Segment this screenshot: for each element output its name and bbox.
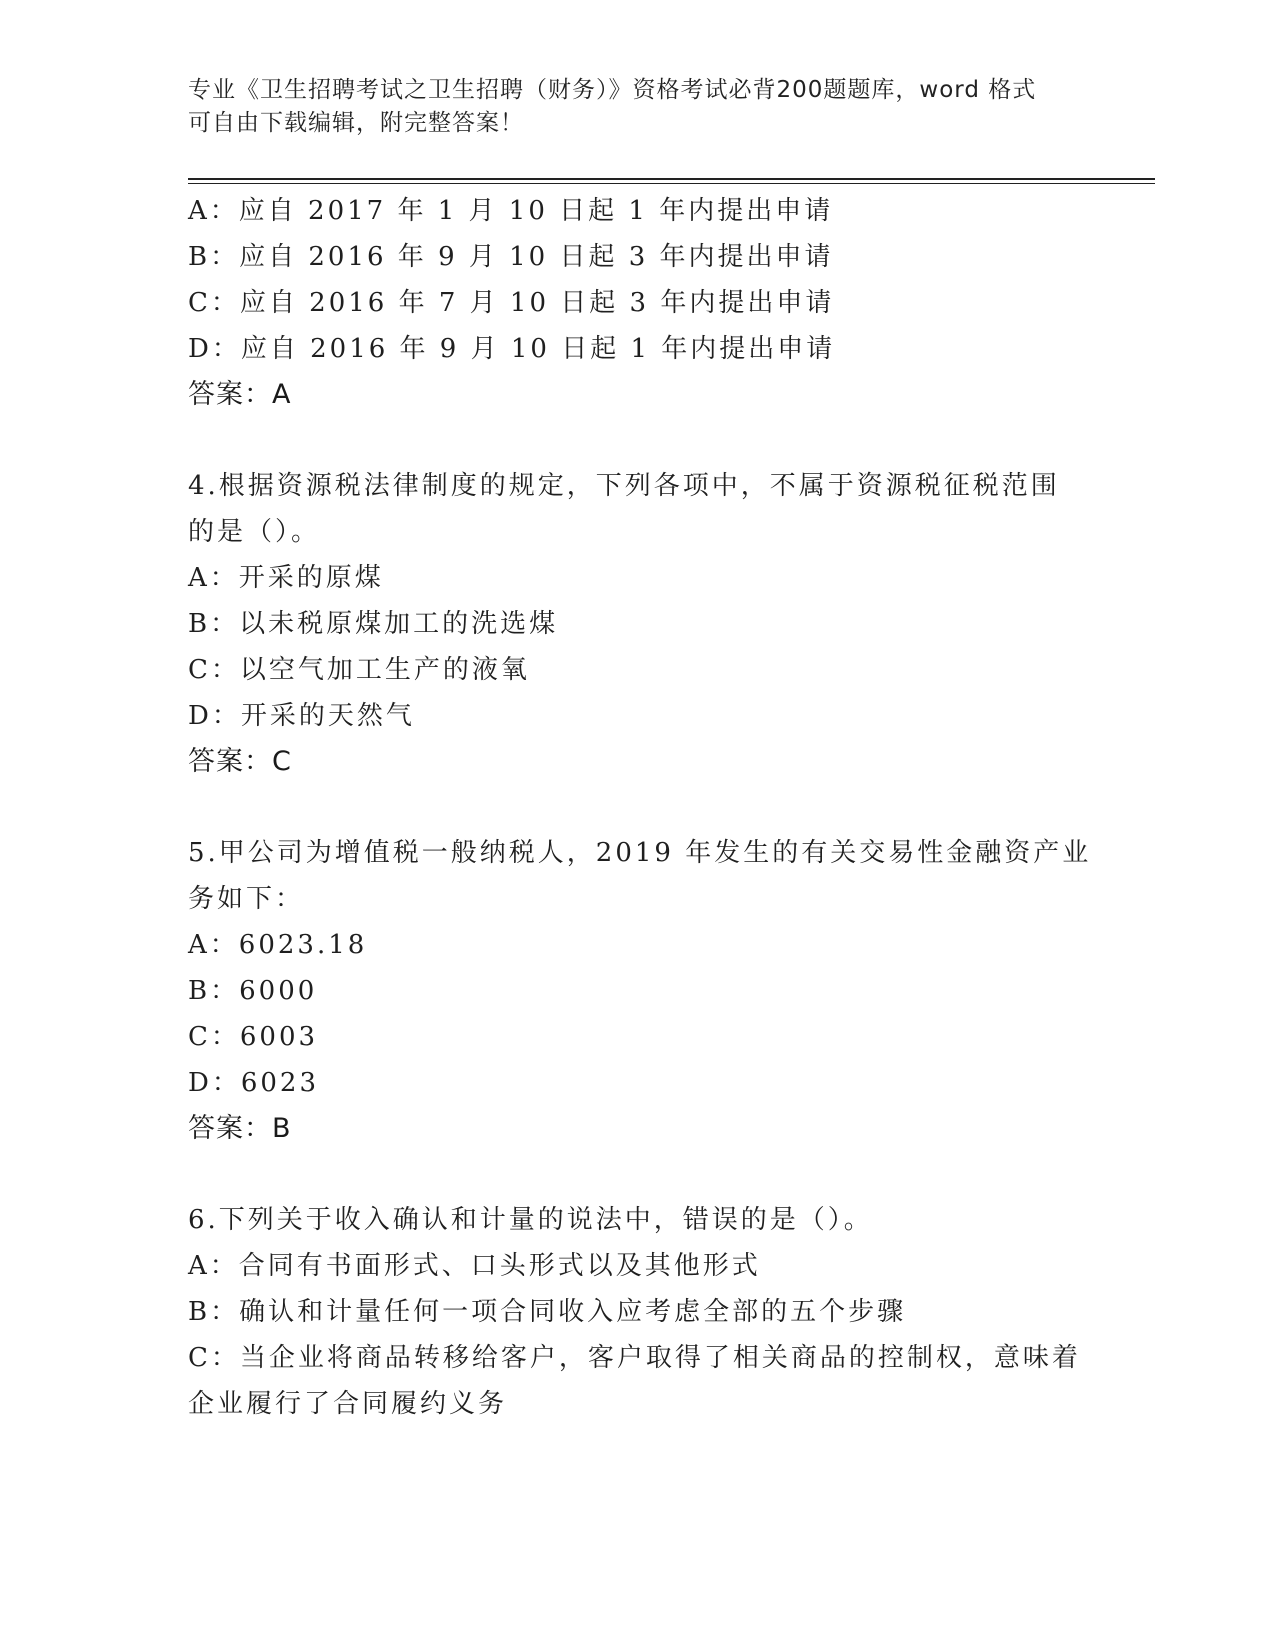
option-a: A：合同有书面形式、口头形式以及其他形式 <box>188 1251 761 1281</box>
option-b: B：以未税原煤加工的洗选煤 <box>188 609 559 639</box>
question-stem-line-1: 5.甲公司为增值税一般纳税人，2019 年发生的有关交易性金融资产业 <box>188 838 1092 868</box>
question-6 <box>188 1197 1088 1427</box>
option-c: C：以空气加工生产的液氧 <box>188 655 530 685</box>
option-c: C：应自 2016 年 7 月 10 日起 3 年内提出申请 <box>188 288 835 318</box>
question-5 <box>188 830 1092 1152</box>
option-d: D：6023 <box>188 1068 320 1098</box>
header-title-line-1: 专业《卫生招聘考试之卫生招聘（财务）》资格考试必背200题题库，word 格式 <box>188 77 1037 103</box>
question-spacer <box>188 1152 1088 1197</box>
answer-line: 答案：C <box>188 746 292 777</box>
option-a: A：开采的原煤 <box>188 563 384 593</box>
question-4 <box>188 463 1088 785</box>
question-spacer <box>188 785 1088 830</box>
option-a: A：应自 2017 年 1 月 10 日起 1 年内提出申请 <box>188 196 834 226</box>
option-b: B：确认和计量任何一项合同收入应考虑全部的五个步骤 <box>188 1297 907 1327</box>
question-list <box>188 188 1092 1427</box>
option-c-continuation: 企业履行了合同履约义务 <box>188 1389 508 1419</box>
option-b: B：应自 2016 年 9 月 10 日起 3 年内提出申请 <box>188 242 834 272</box>
question-stem-line-2: 的是（）。 <box>188 517 321 547</box>
question-spacer <box>188 418 1088 463</box>
option-c: C：6003 <box>188 1022 319 1052</box>
question-stem-line-1: 4.根据资源税法律制度的规定，下列各项中，不属于资源税征税范围 <box>188 471 1060 501</box>
option-b: B：6000 <box>188 976 318 1006</box>
question-stem-line-1: 6.下列关于收入确认和计量的说法中，错误的是（）。 <box>188 1205 873 1235</box>
option-a: A：6023.18 <box>188 930 368 960</box>
header-title-line-2: 可自由下载编辑，附完整答案！ <box>188 110 524 136</box>
header-divider-thick <box>188 178 1155 180</box>
header-divider-thin <box>188 183 1155 184</box>
answer-line: 答案：B <box>188 1113 292 1144</box>
option-c: C：当企业将商品转移给客户，客户取得了相关商品的控制权，意味着 <box>188 1343 1081 1373</box>
option-d: D：开采的天然气 <box>188 701 415 731</box>
question-3 <box>188 188 1088 418</box>
option-d: D：应自 2016 年 9 月 10 日起 1 年内提出申请 <box>188 334 836 364</box>
document-header <box>188 74 1088 140</box>
question-stem-line-2: 务如下： <box>188 884 305 914</box>
answer-line: 答案：A <box>188 379 292 410</box>
